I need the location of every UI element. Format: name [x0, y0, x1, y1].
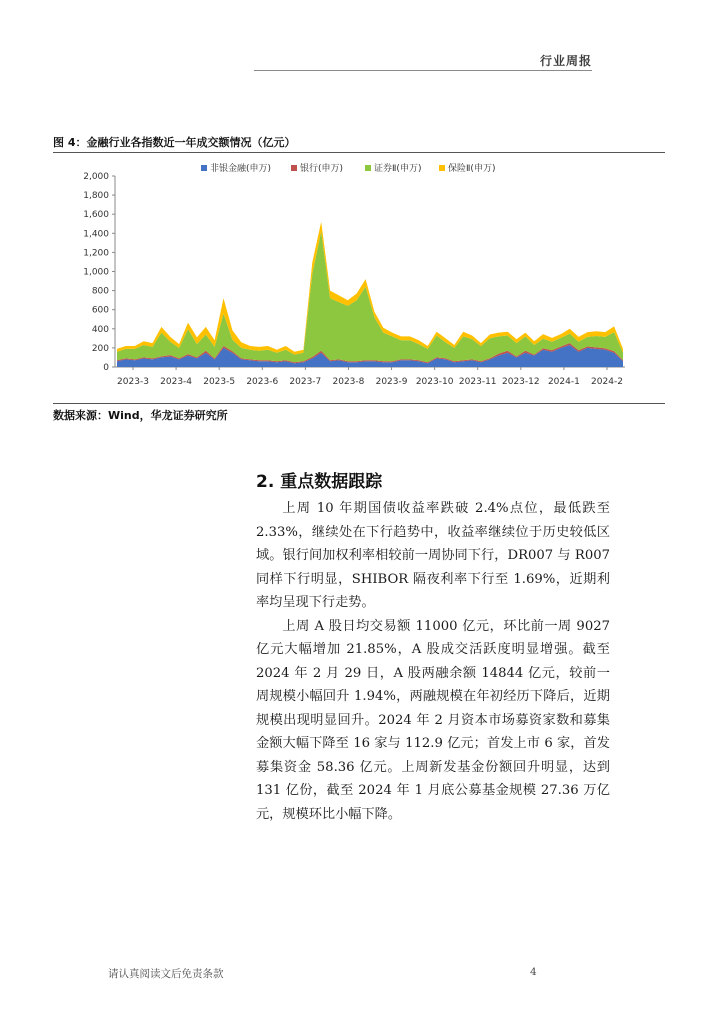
- figure-top-rule: [53, 152, 665, 153]
- figure-caption: 图 4：金融行业各指数近一年成交额情况（亿元）: [53, 136, 296, 149]
- section-title: 2. 重点数据跟踪: [256, 472, 383, 492]
- legend-swatch: [439, 165, 445, 171]
- x-tick-label: 2023-4: [160, 377, 193, 387]
- y-tick-label: 1,000: [83, 267, 109, 278]
- y-tick-label: 2,000: [83, 172, 109, 182]
- legend-label: 非银金融(申万): [210, 164, 272, 174]
- section-body: [256, 497, 610, 826]
- legend-label: 银行(申万): [300, 164, 344, 174]
- footer-disclaimer: 请认真阅读文后免责条款: [108, 968, 224, 980]
- page-number: 4: [530, 966, 537, 978]
- legend-label: 证券Ⅱ(申万): [374, 164, 422, 174]
- x-tick-label: 2023-12: [502, 377, 540, 387]
- y-tick-label: 200: [91, 343, 109, 354]
- legend-label: 保险Ⅱ(申万): [448, 164, 496, 174]
- paragraph: 上周 A 股日均交易额 11000 亿元，环比前一周 9027 亿元大幅增加 21.85%，A 股成交活跃度明显增强。截至 2024 年 2 月 29 日，A 股两融余额 14844 亿元，较前一周规模小幅回升 1.94%，两融规模在年初经历下降后，近期规模出现明显回升。2024 年 2 月资本市场募资家数和募集金额大幅下降至 16 家与 112.9 亿元；首发上市 6 家，首发募集资金 58.36 亿元。上周新发基金份额回升明显，达到 131 亿份，截至 2024 年 1 月底公募基金规模 27.36 万亿元，规模环比小幅下降。: [256, 618, 610, 822]
- x-tick-label: 2023-8: [332, 377, 365, 387]
- paragraph: 上周 10 年期国债收益率跌破 2.4%点位，最低跌至 2.33%，继续处在下行趋势中，收益率继续位于历史较低区域。银行间加权利率相较前一周协同下行，DR007 与 R007 同样下行明显，SHIBOR 隔夜利率下行至 1.69%，近期利率均呈现下行走势。: [256, 501, 610, 610]
- legend-swatch: [365, 165, 371, 171]
- legend-swatch: [291, 165, 297, 171]
- legend-swatch: [201, 165, 207, 171]
- y-tick-label: 1,800: [83, 191, 109, 202]
- x-tick-label: 2024-1: [547, 377, 580, 387]
- x-tick-label: 2023-9: [375, 377, 408, 387]
- trading-volume-chart: [53, 156, 665, 402]
- x-tick-label: 2023-3: [117, 377, 149, 387]
- y-tick-label: 800: [91, 286, 109, 297]
- y-tick-label: 0: [103, 363, 109, 373]
- y-tick-label: 1,600: [83, 210, 109, 221]
- report-type-label: 行业周报: [539, 54, 592, 68]
- y-tick-label: 1,200: [83, 248, 109, 259]
- figure-bottom-rule: [53, 403, 665, 404]
- chart-svg: [53, 156, 665, 402]
- y-tick-label: 600: [91, 305, 109, 316]
- x-tick-label: 2024-2: [591, 377, 623, 387]
- x-tick-label: 2023-6: [246, 377, 279, 387]
- x-tick-label: 2023-11: [458, 377, 497, 387]
- y-tick-label: 400: [91, 324, 109, 335]
- y-tick-label: 1,400: [83, 229, 109, 240]
- figure-source: 数据来源：Wind，华龙证券研究所: [53, 409, 228, 422]
- x-tick-label: 2023-5: [203, 377, 236, 387]
- x-tick-label: 2023-10: [415, 377, 454, 387]
- header-divider: [254, 70, 592, 71]
- x-tick-label: 2023-7: [289, 377, 322, 387]
